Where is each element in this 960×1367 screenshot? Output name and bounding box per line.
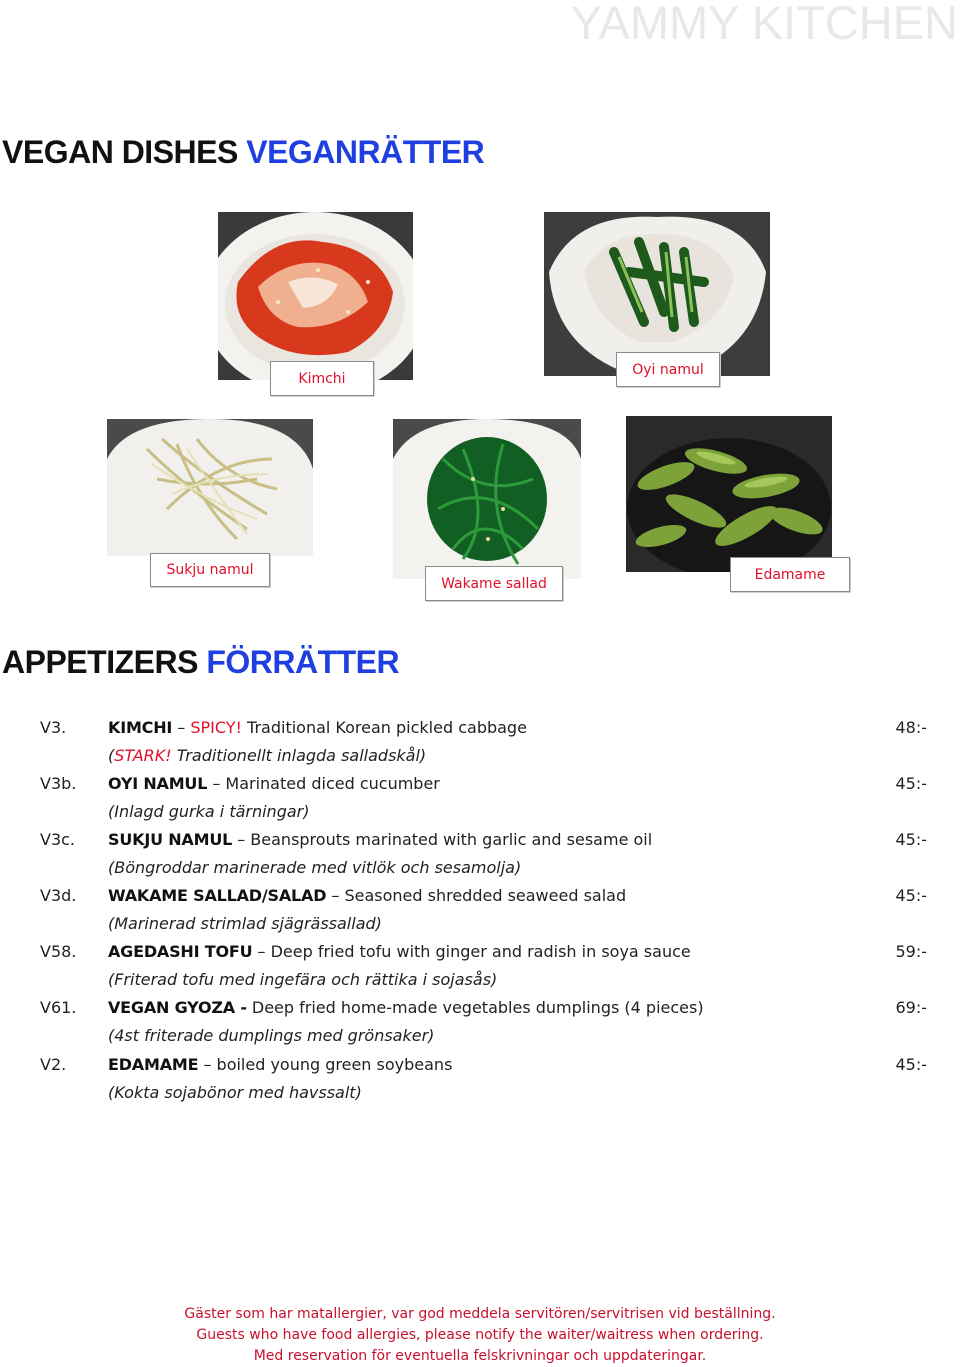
footer-allergy-swedish: Gäster som har matallergier, var god meddela servitören/servitrisen vid beställning. [184,1306,776,1322]
menu-item-oyi-namul [0,770,960,798]
edamame-photo [626,416,832,572]
item-separator: – [232,830,251,849]
item-swedish: (Kokta sojabönor med havssalt) [108,1083,362,1102]
item-description [108,774,440,793]
menu-item-edamame [0,1051,960,1079]
item-name: KIMCHI [108,718,173,737]
item-separator: – [198,1055,217,1074]
item-text: Deep fried tofu with ginger and radish in soya sauce [270,942,691,961]
item-code: V3b. [40,774,77,793]
vegan-title-en: VEGAN DISHES [2,134,238,170]
item-description [108,830,652,849]
menu-item-sukju-namul [0,826,960,854]
item-text: Traditional Korean pickled cabbage [241,718,527,737]
item-swedish: (Inlagd gurka i tärningar) [108,802,310,821]
menu-item-agedashi-tofu [0,938,960,966]
item-swedish: (Böngroddar marinerade med vitlök och sesamolja) [108,858,522,877]
menu-item-sukju-namul-sv [0,854,960,882]
item-price: 48:- [895,718,927,737]
item-name: AGEDASHI TOFU [108,942,253,961]
footer-allergy-english: Guests who have food allergies, please notify the waiter/waitress when ordering. [196,1327,764,1343]
menu-item-kimchi [0,714,960,742]
item-swedish: (Marinerad strimlad sjägrässallad) [108,914,382,933]
vegan-section-title [2,134,484,171]
item-text: Deep fried home-made vegetables dumplings (4 pieces) [251,998,704,1017]
item-description [108,886,626,905]
menu-item-vegan-gyoza [0,994,960,1022]
item-description [108,942,691,961]
item-text: Marinated diced cucumber [225,774,440,793]
wakame-photo [393,419,581,579]
item-code: V3. [40,718,67,737]
item-name: VEGAN GYOZA - [108,998,247,1017]
item-code: V61. [40,998,77,1017]
item-price: 59:- [895,942,927,961]
appetizers-section-title [2,644,399,681]
item-code: V3d. [40,886,77,905]
menu-item-edamame-sv [0,1079,960,1107]
item-swedish: (Friterad tofu med ingefära och rättika i sojasås) [108,970,498,989]
menu-item-oyi-namul-sv [0,798,960,826]
item-name: EDAMAME [108,1055,199,1074]
menu-item-wakame [0,882,960,910]
sukju-namul-photo [107,419,313,556]
brand-watermark: YAMMY KITCHEN [570,0,958,49]
kimchi-photo [218,212,413,380]
menu-item-wakame-sv [0,910,960,938]
oyi-namul-caption: Oyi namul [616,352,720,387]
item-price: 45:- [895,830,927,849]
item-text: boiled young green soybeans [216,1055,453,1074]
item-code: V58. [40,942,77,961]
edamame-caption: Edamame [730,557,850,592]
spicy-label: SPICY! [190,718,242,737]
appetizers-title-en: APPETIZERS [2,644,198,680]
item-name: OYI NAMUL [108,774,208,793]
item-separator: – [252,942,271,961]
footer-reservation-note: Med reservation för eventuella felskrivningar och uppdateringar. [253,1348,707,1364]
item-separator: – [326,886,345,905]
item-price: 45:- [895,1055,927,1074]
appetizers-title-sv: FÖRRÄTTER [206,644,400,680]
item-code: V3c. [40,830,76,849]
item-swedish [108,746,426,765]
menu-item-agedashi-tofu-sv [0,966,960,994]
vegan-title-sv: VEGANRÄTTER [246,134,485,170]
item-price: 45:- [895,774,927,793]
wakame-caption: Wakame sallad [425,566,563,601]
item-description [108,1055,452,1074]
item-name: WAKAME SALLAD/SALAD [108,886,327,905]
sukju-namul-caption: Sukju namul [150,553,270,587]
item-code: V2. [40,1055,67,1074]
kimchi-caption: Kimchi [270,361,374,396]
item-name: SUKJU NAMUL [108,830,233,849]
item-swedish: (4st friterade dumplings med grönsaker) [108,1026,435,1045]
item-price: 45:- [895,886,927,905]
item-price: 69:- [895,998,927,1017]
item-text: Beansprouts marinated with garlic and sesame oil [250,830,653,849]
spicy-label-sv: STARK! [114,746,172,765]
item-separator: – [207,774,226,793]
menu-item-kimchi-sv [0,742,960,770]
item-description [108,998,704,1017]
item-separator: – [172,718,191,737]
item-description [108,718,527,737]
item-text: Seasoned shredded seaweed salad [344,886,627,905]
menu-item-vegan-gyoza-sv [0,1022,960,1050]
item-swedish-text: Traditionellt inlagda salladskål) [171,746,427,765]
item-swedish-open: ( [108,746,115,765]
